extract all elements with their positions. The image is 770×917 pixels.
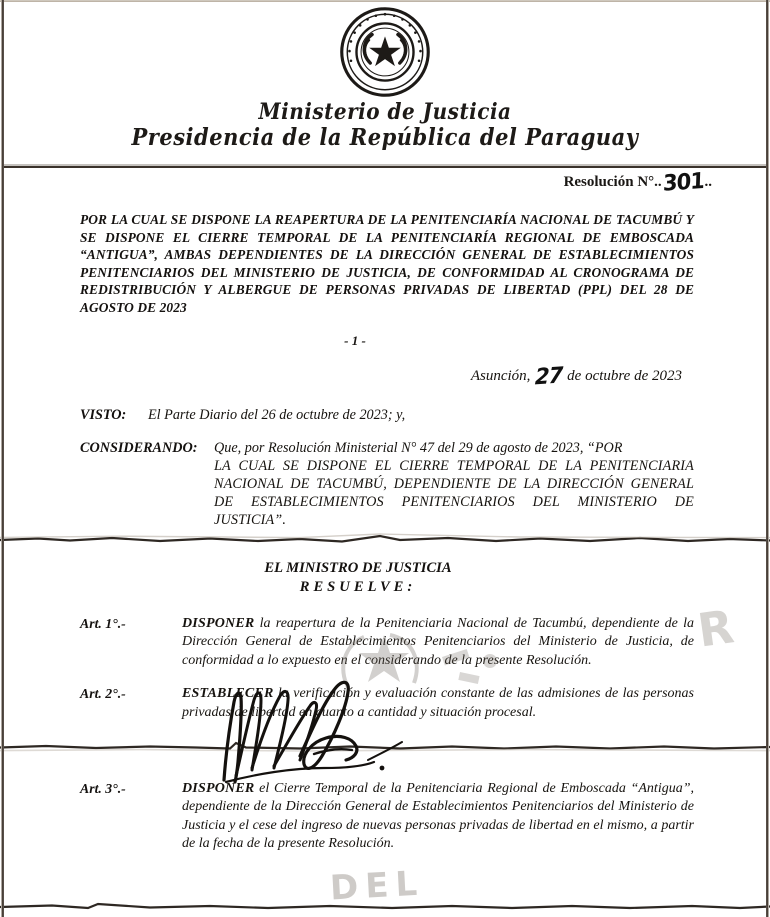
considerando-text [214, 439, 694, 529]
considerando-clause [80, 439, 694, 529]
considerando-intro: Que, por Resolución Ministerial N° 47 del 29 de agosto de 2023, “POR [214, 439, 623, 456]
article-2-label: Art. 2°.- [80, 686, 126, 702]
article-1-text [182, 615, 694, 671]
resolution-number-label: Resolución N°.. [563, 174, 662, 190]
article-2-body: la verificación y evaluación constante de las admisiones de las personas privadas de libertad en cuanto a cantidad y situación procesal. [182, 686, 694, 720]
page-title: POR LA CUAL SE DISPONE LA REAPERTURA DE LA PENITENCIARÍA NACIONAL DE TACUMBÚ Y SE DISPONE EL CIERRE TEMPORAL DE LA PENITENCIARÍA REGIONAL DE EMBOSCADA “ANTIGUA”, AMBAS DEPENDIENTES DE LA DIRECCIÓN GENERAL DE ESTABLECIMIENTOS PENITENCIARIOS DEL MINISTERIO DE JUSTICIA, DE CONFORMIDAD AL CRONOGRAMA DE REDISTRIBUCIÓN Y ALBERGUE DE PERSONAS PRIVADAS DE LIBERTAD (PPL) DEL 28 DE AGOSTO DE 2023 [80, 212, 694, 315]
resolves-section [0, 559, 770, 597]
article-3-body: el Cierre Temporal de la Penitenciaria Regional de Emboscada “Antigua”, dependiente de la Dirección General de Establecimientos Penitenciarios del Ministerio de Justicia y el cese del ingreso de nuevas personas privadas de libertad en el mismo, a partir de la fecha de la presente Resolución. [182, 780, 694, 852]
torn-edge-separator-2 [0, 737, 770, 755]
visto-label: VISTO: [80, 406, 127, 423]
article-3-verb: DISPONER [182, 780, 255, 796]
header-divider-rule [4, 166, 766, 168]
page-marker: - 1 - [344, 332, 366, 348]
article-1-verb: DISPONER [182, 615, 255, 631]
presidency-title: Presidencia de la República del Paraguay [131, 122, 639, 151]
considerando-label: CONSIDERANDO: [80, 439, 198, 456]
visto-text: El Parte Diario del 26 de octubre de 2023; y, [148, 406, 406, 423]
article-1 [80, 615, 694, 671]
date-day-handwritten: 27 [534, 361, 563, 390]
article-3-label: Art. 3°.- [80, 780, 126, 796]
article-1-body: la reapertura de la Penitenciaria Nacional de Tacumbú, dependiente de la Dirección General de Establecimientos Penitenciarios del Ministerio de Justicia, de conformidad a lo expuesto en el considerando de la presente Resolución. [182, 615, 694, 668]
visto-clause [80, 406, 694, 424]
article-3-text [182, 780, 694, 854]
considerando-quote: LA CUAL SE DISPONE EL CIERRE TEMPORAL DE LA PENITENCIARIA NACIONAL DE TACUMBÚ, DEPENDIENTE DE LA DIRECCIÓN GENERAL DE ESTABLECIMIENTOS PENITENCIARIOS DEL MINISTERIO DE JUSTICIA”. [214, 457, 694, 528]
article-1-label: Art. 1°.- [80, 615, 126, 631]
date-city: Asunción, [470, 367, 531, 384]
paraguay-coat-of-arms-seal-icon [339, 6, 431, 98]
resolution-number-line [0, 149, 770, 197]
date-line [0, 361, 770, 390]
scan-edge-top [0, 0, 770, 2]
watermark-bottom-fragment: DEL [329, 863, 426, 909]
resolution-number-dots: .. [704, 174, 712, 190]
ministry-title: Ministerio de Justicia [258, 97, 512, 125]
resolution-number-handwritten: 301 [662, 167, 704, 197]
date-rest: de octubre de 2023 [567, 367, 682, 384]
torn-edge-separator-3 [0, 899, 770, 917]
scan-edge-left [1, 0, 4, 917]
article-2-verb: ESTABLECER [182, 686, 274, 702]
article-2 [80, 685, 694, 722]
article-3 [80, 780, 694, 854]
article-2-text [182, 685, 694, 722]
resolves-line-2: RESUELVE: [299, 578, 417, 595]
resolves-line-1: EL MINISTRO DE JUSTICIA [264, 559, 452, 576]
document-header [0, 0, 770, 149]
scan-edge-right [766, 0, 769, 917]
torn-edge-separator-1 [0, 529, 770, 547]
watermark-right-fragment: R [694, 598, 744, 658]
